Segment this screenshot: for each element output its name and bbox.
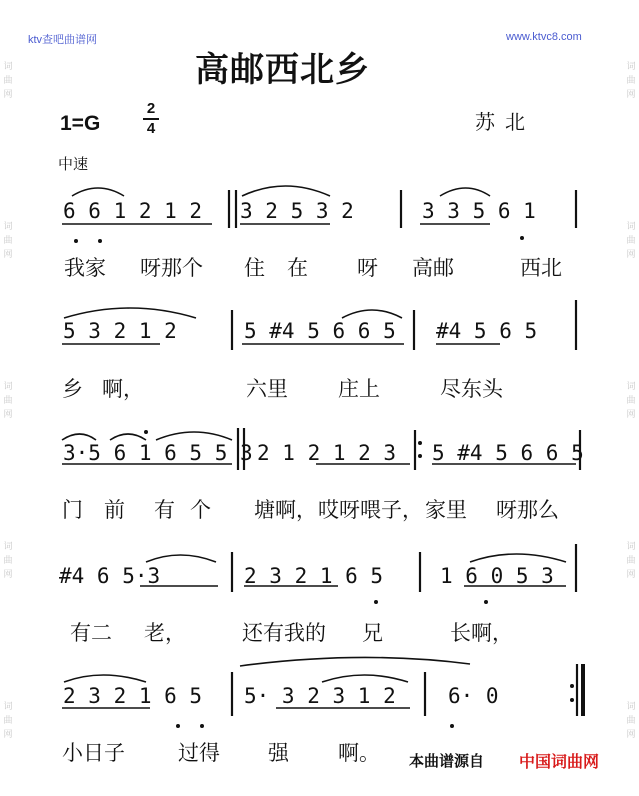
slur	[470, 554, 566, 562]
octave-dot	[98, 239, 102, 243]
measure-notes: 3 3 5 6 1	[422, 199, 536, 223]
lyric: 有	[154, 498, 175, 522]
side-watermark-char: 词	[3, 542, 13, 552]
side-watermark-char: 网	[3, 410, 13, 420]
octave-dot	[374, 600, 378, 604]
source-brand[interactable]: 中国词曲网	[519, 752, 600, 771]
side-watermark-char: 词	[3, 62, 13, 72]
lyric: 尽东头	[440, 377, 503, 401]
side-watermark-char: 曲	[626, 236, 636, 246]
measure-notes: 6· 0	[448, 684, 499, 708]
side-watermark-char: 词	[3, 382, 13, 392]
side-watermark-char: 词	[626, 542, 636, 552]
lyric: 塘啊，	[254, 498, 317, 522]
lyric: 老，	[144, 621, 186, 645]
time-signature-top: 2	[146, 100, 156, 117]
side-watermark-char: 网	[626, 250, 636, 260]
side-watermark-char: 词	[3, 222, 13, 232]
lyric: 小日子	[62, 741, 125, 765]
repeat-dot	[570, 684, 574, 688]
lyric: 有二	[70, 621, 112, 645]
lyric: 强	[268, 741, 289, 765]
lyric: 呀那个	[140, 256, 203, 280]
lyric: 家里	[425, 498, 467, 522]
slur	[242, 186, 330, 196]
side-watermark-char: 曲	[626, 556, 636, 566]
side-watermark-char: 词	[626, 222, 636, 232]
octave-dot	[450, 724, 454, 728]
measure-notes: 5· 3 2 3 1 2	[244, 684, 396, 708]
song-title: 高邮西北乡	[195, 50, 370, 90]
lyric: 我家	[64, 256, 106, 280]
key-signature: 1=G	[60, 112, 101, 135]
slur	[440, 188, 490, 196]
slur	[64, 308, 196, 318]
lyric: 啊。	[338, 741, 380, 765]
lyric: 前	[104, 498, 125, 522]
lyric: 在	[287, 256, 308, 280]
side-watermark-char: 曲	[3, 556, 13, 566]
lyric: 长啊，	[450, 621, 513, 645]
lyric: 庄上	[338, 377, 380, 401]
slur	[64, 675, 146, 682]
side-watermark-char: 曲	[3, 716, 13, 726]
repeat-dot	[570, 698, 574, 702]
lyric: 六里	[246, 377, 288, 401]
side-watermark-char: 网	[626, 410, 636, 420]
lyric: 个	[190, 498, 211, 522]
watermark-site-url[interactable]: www.ktvc8.com	[506, 31, 582, 43]
measure-notes: 3 2 5 3 2	[240, 199, 354, 223]
slur	[146, 555, 216, 562]
measure-notes: 2 3 2 1 6 5	[244, 564, 384, 588]
lyric: 住	[244, 256, 265, 280]
slur	[156, 432, 232, 440]
slur	[110, 434, 146, 440]
measure-notes: 1 6 0 5 3	[440, 564, 554, 588]
lyric: 西北	[520, 256, 562, 280]
side-watermark-char: 网	[3, 730, 13, 740]
repeat-dot	[418, 441, 422, 445]
side-watermark-char: 网	[3, 570, 13, 580]
measure-notes: 6 6 1 2 1 2	[63, 199, 203, 223]
side-watermark-char: 曲	[626, 716, 636, 726]
lyric: 啊，	[102, 377, 144, 401]
lyric: 门	[62, 498, 83, 522]
side-watermark-char: 词	[626, 382, 636, 392]
octave-dot	[484, 600, 488, 604]
side-watermark-char: 曲	[3, 236, 13, 246]
side-watermark-char: 词	[3, 702, 13, 712]
side-watermark-char: 曲	[626, 76, 636, 86]
song-origin: 苏北	[475, 110, 535, 134]
measure-notes: 2 3 2 1 6 5	[63, 684, 203, 708]
side-watermark-char: 网	[626, 90, 636, 100]
slur	[342, 310, 402, 318]
slur	[240, 657, 470, 666]
lyric: 兄	[362, 621, 383, 645]
side-watermark-char: 网	[626, 570, 636, 580]
octave-dot	[74, 239, 78, 243]
tempo-marking: 中速	[58, 155, 89, 173]
lyric: 还有我的	[242, 621, 326, 645]
octave-dot	[144, 430, 148, 434]
octave-dot	[520, 236, 524, 240]
lyric: 高邮	[412, 256, 454, 280]
measure-notes: #4 5 6 5	[436, 319, 538, 343]
measure-notes: 5 #4 5 6 6 5	[432, 441, 584, 465]
lyric: 过得	[178, 741, 220, 765]
repeat-dot	[418, 454, 422, 458]
lyric: 哎呀喂子，	[318, 498, 423, 522]
measure-notes: 5 #4 5 6 6 5	[244, 319, 396, 343]
slur	[62, 434, 96, 440]
side-watermark-char: 网	[3, 90, 13, 100]
octave-dot	[200, 724, 204, 728]
measure-notes: 2 1 2 1 2 3	[257, 441, 397, 465]
side-watermark-char: 网	[626, 730, 636, 740]
lyric: 乡	[62, 377, 83, 401]
side-watermark-char: 曲	[3, 76, 13, 86]
octave-dot	[176, 724, 180, 728]
slur	[322, 675, 408, 682]
slur	[72, 188, 124, 196]
source-note: 本曲谱源自	[409, 752, 485, 770]
side-watermark-char: 词	[626, 702, 636, 712]
side-watermark-char: 词	[626, 62, 636, 72]
measure-notes: 5 3 2 1 2	[63, 319, 177, 343]
lyric: 呀那么	[496, 498, 559, 522]
side-watermark-char: 网	[3, 250, 13, 260]
side-watermark-char: 曲	[626, 396, 636, 406]
measure-notes: 3·5 6 1 6 5 5 3	[63, 441, 253, 465]
side-watermark-char: 曲	[3, 396, 13, 406]
lyric: 呀	[357, 256, 378, 280]
watermark-site-name[interactable]: ktv查吧曲谱网	[28, 34, 98, 46]
time-signature-bottom: 4	[146, 120, 156, 137]
measure-notes: #4 6 5·3	[59, 564, 161, 588]
